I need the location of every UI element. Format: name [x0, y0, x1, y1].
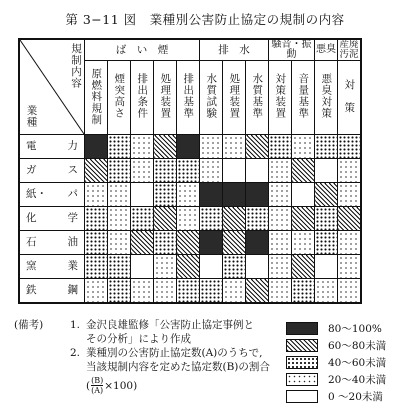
sub-header-label: 水質基準 — [251, 73, 264, 120]
matrix-cell — [154, 183, 177, 207]
sub-header — [315, 61, 338, 135]
industry-label-part: 鉄 — [26, 284, 37, 297]
legend-swatch — [286, 356, 318, 369]
industry-row — [19, 231, 361, 255]
legend-swatch — [286, 339, 318, 352]
matrix-cell — [246, 207, 269, 231]
matrix-cell — [200, 135, 223, 159]
matrix-cell — [85, 183, 108, 207]
industry-label-part: パ — [67, 188, 78, 201]
matrix-cell — [223, 255, 246, 279]
matrix-cell — [177, 183, 200, 207]
matrix-cell — [154, 279, 177, 304]
sub-header — [154, 61, 177, 135]
legend — [286, 320, 406, 405]
notes-block — [14, 318, 284, 395]
matrix-cell — [131, 183, 154, 207]
sub-header — [292, 61, 315, 135]
matrix-cell — [177, 159, 200, 183]
matrix-cell — [200, 159, 223, 183]
group-header-noise: 騒音・振動 — [269, 39, 315, 61]
matrix-cell — [246, 231, 269, 255]
matrix-cell — [85, 159, 108, 183]
sub-header-label: 煙突高さ — [113, 73, 126, 120]
matrix-cell — [292, 183, 315, 207]
matrix-cell — [108, 279, 131, 304]
industry-label-part: 油 — [67, 236, 78, 249]
industry-label — [19, 279, 85, 304]
sub-header-label: 排出基準 — [182, 73, 195, 120]
formula-suffix: ×100) — [104, 379, 138, 392]
matrix-cell — [292, 159, 315, 183]
matrix-cell — [223, 279, 246, 304]
industry-label — [19, 231, 85, 255]
matrix-cell — [315, 159, 338, 183]
legend-item — [286, 320, 406, 337]
sub-header — [338, 61, 362, 135]
matrix-cell — [108, 207, 131, 231]
legend-label: 80〜100% — [328, 323, 382, 335]
sub-header-label: 処理装置 — [159, 73, 172, 120]
legend-item — [286, 371, 406, 388]
matrix-cell — [292, 207, 315, 231]
sub-header — [200, 61, 223, 135]
legend-item — [286, 337, 406, 354]
corner-label-industry: 業種 — [25, 105, 38, 128]
ratio-formula: ( $\frac{(B)}{(A)}$ ×100) — [86, 376, 138, 395]
industry-label-part: 学 — [67, 212, 78, 225]
group-header-odor: 悪臭 — [315, 39, 338, 61]
industry-label-part: 紙・ — [26, 188, 47, 201]
matrix-cell — [177, 279, 200, 304]
matrix-cell — [246, 279, 269, 304]
industry-label — [19, 207, 85, 231]
matrix-cell — [269, 207, 292, 231]
group-header-drainage: 排 水 — [200, 39, 269, 61]
industry-row — [19, 183, 361, 207]
matrix-cell — [223, 183, 246, 207]
group-header-waste — [338, 39, 362, 61]
matrix-cell — [223, 231, 246, 255]
sub-header-label: 音量基準 — [297, 73, 310, 120]
matrix-cell — [292, 255, 315, 279]
matrix-cell — [315, 255, 338, 279]
matrix-cell — [292, 231, 315, 255]
matrix-cell — [108, 255, 131, 279]
legend-swatch — [286, 390, 318, 403]
sub-header-label: 対策装置 — [274, 73, 287, 120]
legend-swatch — [286, 373, 318, 386]
sub-header — [246, 61, 269, 135]
regulation-matrix — [18, 38, 362, 304]
industry-label-part: 業 — [67, 260, 78, 273]
matrix-cell — [108, 183, 131, 207]
industry-row — [19, 207, 361, 231]
industry-row — [19, 135, 361, 159]
note-text: その分析」により作成 — [86, 333, 191, 345]
industry-label — [19, 135, 85, 159]
matrix-cell — [338, 207, 362, 231]
sub-header-label: 悪臭対策 — [320, 73, 333, 120]
figure-title: 第 3−11 図 業種別公害防止協定の規制の内容 — [65, 12, 345, 27]
matrix-cell — [315, 207, 338, 231]
matrix-cell — [223, 207, 246, 231]
corner-header — [19, 39, 85, 135]
matrix-cell — [200, 279, 223, 304]
legend-label: 20〜40未満 — [328, 374, 387, 386]
legend-label: 40〜60未満 — [328, 357, 387, 369]
note-number: 1. — [70, 319, 81, 331]
corner-label-content: 規制内容 — [70, 43, 82, 89]
sub-header — [108, 61, 131, 135]
matrix-cell — [131, 135, 154, 159]
matrix-cell — [200, 207, 223, 231]
matrix-cell — [85, 135, 108, 159]
group-header-smoke: ば い 煙 — [85, 39, 200, 61]
matrix-cell — [338, 255, 362, 279]
formula-numerator: (B) — [91, 376, 104, 385]
legend-swatch — [286, 322, 318, 335]
legend-label: 0 〜20未満 — [328, 391, 383, 403]
matrix-cell — [131, 279, 154, 304]
matrix-cell — [154, 135, 177, 159]
matrix-cell — [154, 231, 177, 255]
industry-label — [19, 255, 85, 279]
note-text: 当該規制内容を定めた協定数(B)の割合 — [86, 361, 270, 373]
matrix-cell — [338, 183, 362, 207]
matrix-cell — [154, 255, 177, 279]
matrix-cell — [85, 279, 108, 304]
sub-header-label: 対 策 — [343, 79, 356, 114]
matrix-cell — [269, 159, 292, 183]
industry-label-part: 力 — [67, 140, 78, 153]
sub-header-label: 水質試験 — [205, 73, 218, 120]
sub-header-label: 排出条件 — [136, 73, 149, 120]
matrix-cell — [154, 207, 177, 231]
industry-row — [19, 159, 361, 183]
matrix-cell — [177, 135, 200, 159]
matrix-cell — [269, 183, 292, 207]
matrix-cell — [177, 255, 200, 279]
matrix-cell — [269, 279, 292, 304]
matrix-cell — [338, 231, 362, 255]
matrix-cell — [223, 135, 246, 159]
matrix-cell — [246, 255, 269, 279]
matrix-cell — [177, 231, 200, 255]
note-text: 金沢良雄監修「公害防止協定事例と — [86, 319, 254, 331]
sub-header — [85, 61, 108, 135]
sub-header — [223, 61, 246, 135]
matrix-cell — [269, 231, 292, 255]
sub-header — [177, 61, 200, 135]
matrix-cell — [108, 159, 131, 183]
matrix-cell — [292, 135, 315, 159]
matrix-cell — [200, 255, 223, 279]
industry-label — [19, 183, 85, 207]
industry-label-part: 鋼 — [67, 284, 78, 297]
legend-item — [286, 354, 406, 371]
matrix-cell — [223, 159, 246, 183]
matrix-cell — [85, 231, 108, 255]
matrix-cell — [246, 159, 269, 183]
matrix-cell — [131, 159, 154, 183]
sub-header — [131, 61, 154, 135]
matrix-cell — [338, 135, 362, 159]
group-header-waste-label: 産廃汚泥 — [339, 39, 359, 61]
matrix-cell — [338, 279, 362, 304]
matrix-cell — [315, 183, 338, 207]
note-text: 業種別の公害防止協定数(A)のうちで, — [86, 347, 263, 359]
industry-row — [19, 255, 361, 279]
industry-label-part: 窯 — [26, 260, 37, 273]
matrix-cell — [269, 255, 292, 279]
industry-label-part: 石 — [26, 236, 37, 249]
formula-denominator: (A) — [91, 386, 104, 395]
matrix-cell — [108, 135, 131, 159]
matrix-cell — [315, 279, 338, 304]
industry-row — [19, 279, 361, 304]
matrix-cell — [200, 183, 223, 207]
matrix-cell — [246, 135, 269, 159]
matrix-cell — [315, 135, 338, 159]
matrix-cell — [177, 207, 200, 231]
matrix-cell — [315, 231, 338, 255]
legend-item — [286, 388, 406, 405]
industry-label — [19, 159, 85, 183]
matrix-cell — [108, 231, 131, 255]
matrix-cell — [131, 255, 154, 279]
industry-label-part: ガ — [26, 164, 37, 177]
matrix-cell — [292, 279, 315, 304]
notes-marker: (備考) — [14, 319, 44, 331]
matrix-cell — [246, 183, 269, 207]
matrix-cell — [200, 231, 223, 255]
matrix-cell — [85, 255, 108, 279]
matrix-cell — [269, 135, 292, 159]
matrix-cell — [85, 207, 108, 231]
sub-header-label: 処理装置 — [228, 73, 241, 120]
sub-header-label: 原燃料規制 — [90, 67, 103, 126]
sub-header — [269, 61, 292, 135]
industry-label-part: 化 — [26, 212, 37, 225]
matrix-cell — [131, 231, 154, 255]
note-number: 2. — [70, 347, 81, 359]
matrix-cell — [154, 159, 177, 183]
matrix-cell — [131, 207, 154, 231]
industry-label-part: ス — [67, 164, 78, 177]
legend-label: 60〜80未満 — [328, 340, 387, 352]
industry-label-part: 電 — [26, 140, 37, 153]
matrix-cell — [338, 159, 362, 183]
